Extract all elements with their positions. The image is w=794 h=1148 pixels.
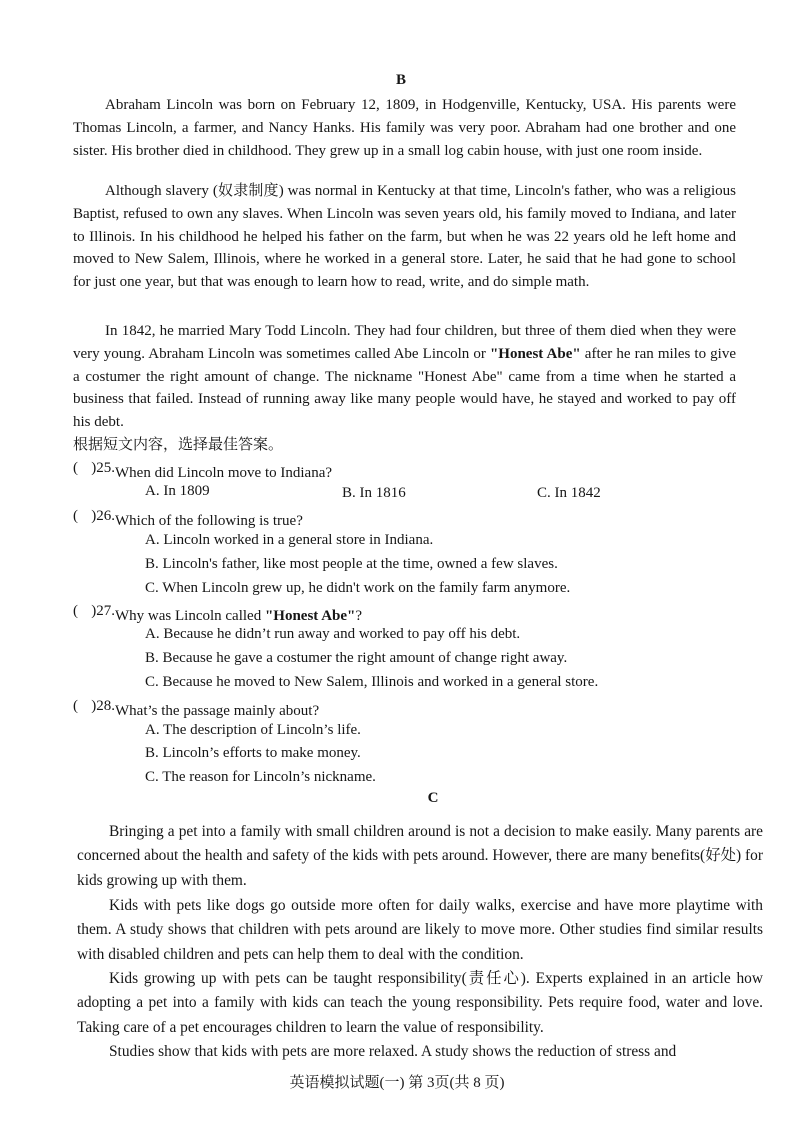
question-25-text: When did Lincoln move to Indiana? <box>115 465 333 481</box>
question-27-text-bold: "Honest Abe" <box>264 608 356 624</box>
question-25-option-b[interactable]: B. In 1816 <box>342 485 406 501</box>
question-27-option-a[interactable]: A. Because he didn’t run away and worked to pay off his debt. <box>145 626 521 642</box>
answer-blank[interactable]: ( )27. <box>73 603 115 619</box>
question-28 <box>73 698 319 720</box>
section-c-title: C <box>427 790 439 806</box>
question-26-option-c[interactable]: C. When Lincoln grew up, he didn't work on the family farm anymore. <box>145 580 571 596</box>
question-28-text: What’s the passage mainly about? <box>115 703 320 719</box>
question-25-option-a[interactable]: A. In 1809 <box>145 483 210 499</box>
question-26 <box>73 508 303 530</box>
honest-abe-bold: "Honest Abe" <box>489 345 581 362</box>
paragraph-3-text-before: In 1842, he married Mary Todd Lincoln. They had four children, but three of them died when they were very young. Abraham Lincoln was sometimes called Abe Lincoln or <box>73 323 736 362</box>
answer-blank[interactable]: ( )28. <box>73 698 115 714</box>
answer-blank[interactable]: ( )26. <box>73 508 115 524</box>
answer-blank[interactable]: ( )25. <box>73 460 115 476</box>
passage-c-paragraph-2: Kids with pets like dogs go outside more often for daily walks, exercise and have more playtime with them. A study shows that children with pets around are likely to move more. Other studies find similar results with disabled children and pets can help them to deal with the condition. <box>77 897 763 963</box>
passage-b-paragraph-3 <box>73 320 736 434</box>
page-footer: 英语模拟试题(一) 第 3页(共 8 页) <box>289 1075 505 1091</box>
question-27-option-b[interactable]: B. Because he gave a costumer the right amount of change right away. <box>145 650 568 666</box>
section-b-title: B <box>395 72 406 88</box>
question-25-option-c[interactable]: C. In 1842 <box>537 485 601 501</box>
question-28-option-a[interactable]: A. The description of Lincoln’s life. <box>145 722 361 738</box>
passage-c-paragraph-1: Bringing a pet into a family with small children around is not a decision to make easily. Many parents are concerned about the health and safety of the kids with pets around. However, there are many benefits(好处) for kids growing up with them. <box>77 823 763 889</box>
question-25 <box>73 460 332 482</box>
question-27-text-before: Why was Lincoln called <box>115 608 265 624</box>
question-26-option-b[interactable]: B. Lincoln's father, like most people at the time, owned a few slaves. <box>145 556 558 572</box>
passage-b-paragraph-2: Although slavery (奴隶制度) was normal in Kentucky at that time, Lincoln's father, who was a religious Baptist, refused to own any slaves. When Lincoln was seven years old, his family moved to Indiana, and later to Illinois. In his childhood he helped his father on the farm, but when he was 22 years old he left home and moved to New Salem, Illinois, where he worked in a general store. Later, he said that he had gone to school for just one year, but that was enough to learn how to read, write, and do simple math. <box>73 183 736 291</box>
question-28-option-c[interactable]: C. The reason for Lincoln’s nickname. <box>145 769 376 785</box>
passage-b-paragraph-1: Abraham Lincoln was born on February 12, 1809, in Hodgenville, Kentucky, USA. His parents were Thomas Lincoln, a farmer, and Nancy Hanks. His family was very poor. Abraham had one brother and one sister. His brother died in childhood. They grew up in a small log cabin house, with just one room inside. <box>73 97 736 159</box>
passage-c-paragraph-4: Studies show that kids with pets are more relaxed. A study shows the reduction of stress and <box>109 1043 677 1060</box>
question-27 <box>73 603 362 625</box>
question-26-option-a[interactable]: A. Lincoln worked in a general store in Indiana. <box>145 532 434 548</box>
question-26-text: Which of the following is true? <box>115 513 303 529</box>
question-27-text-after: ? <box>355 608 363 624</box>
instruction-text: 根据短文内容，选择最佳答案。 <box>73 437 284 453</box>
question-28-option-b[interactable]: B. Lincoln’s efforts to make money. <box>145 745 361 761</box>
passage-c-paragraph-3: Kids growing up with pets can be taught responsibility(责任心). Experts explained in an article how adopting a pet into a family with kids can teach the young responsibility. Pets require food, water and love. Taking care of a pet encourages children to learn the value of responsibility. <box>77 970 763 1036</box>
paragraph-3-text-after: after he ran miles to give a costumer the right amount of change. The nickname "Honest Abe" came from a time when he started a business that failed. Instead of running away like many people would have, he stayed and worked to pay off his debt. <box>73 345 736 431</box>
question-27-option-c[interactable]: C. Because he moved to New Salem, Illinois and worked in a general store. <box>145 674 599 690</box>
